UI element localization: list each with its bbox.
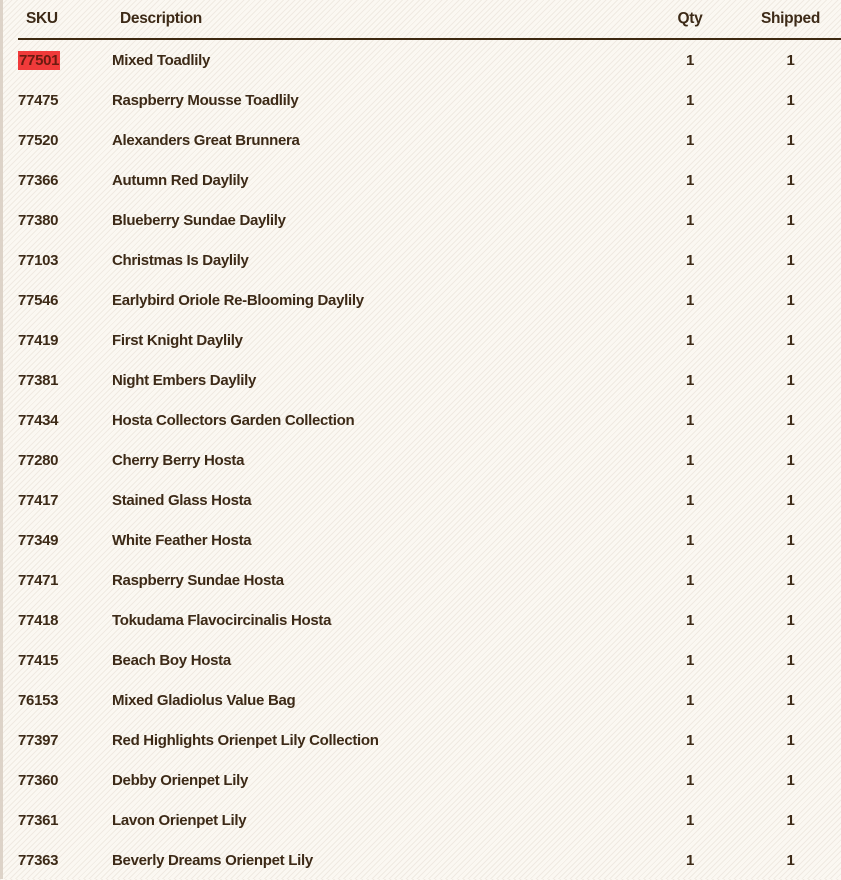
description-cell: Mixed Toadlily xyxy=(112,51,211,69)
sku-cell xyxy=(18,480,112,520)
shipped-cell: 1 xyxy=(786,771,795,789)
qty-cell: 1 xyxy=(685,211,695,229)
sku-value: 77471 xyxy=(18,571,59,589)
description-cell: Alexanders Great Brunnera xyxy=(112,131,300,149)
sku-value-highlighted: 77501 xyxy=(19,51,60,69)
shipped-cell: 1 xyxy=(786,51,795,69)
sku-cell xyxy=(18,600,112,640)
order-items-table xyxy=(18,0,841,880)
qty-cell: 1 xyxy=(685,611,695,629)
table-row xyxy=(18,440,841,480)
shipped-cell: 1 xyxy=(786,251,795,269)
qty-cell: 1 xyxy=(685,691,695,709)
left-border xyxy=(0,0,3,879)
sku-value: 77417 xyxy=(18,491,59,509)
column-header-sku: SKU xyxy=(18,0,112,39)
sku-cell xyxy=(18,120,112,160)
sku-value: 77360 xyxy=(18,771,59,789)
sku-value: 77397 xyxy=(18,731,59,749)
description-cell: Raspberry Sundae Hosta xyxy=(112,571,284,589)
qty-cell: 1 xyxy=(685,491,695,509)
qty-cell: 1 xyxy=(685,251,695,269)
sku-value: 77520 xyxy=(18,131,59,149)
description-cell: Debby Orienpet Lily xyxy=(112,771,248,789)
description-cell: Beach Boy Hosta xyxy=(112,651,231,669)
table-row xyxy=(18,39,841,80)
qty-cell: 1 xyxy=(685,131,695,149)
shipped-cell: 1 xyxy=(786,211,795,229)
description-cell: Mixed Gladiolus Value Bag xyxy=(112,691,296,709)
qty-cell: 1 xyxy=(685,51,695,69)
sku-cell xyxy=(18,840,112,880)
table-row xyxy=(18,80,841,120)
sku-value: 77546 xyxy=(18,291,59,309)
shipped-cell: 1 xyxy=(786,171,795,189)
shipped-cell: 1 xyxy=(786,731,795,749)
shipped-cell: 1 xyxy=(786,691,795,709)
sku-cell xyxy=(18,200,112,240)
sku-cell xyxy=(18,720,112,760)
table-row xyxy=(18,600,841,640)
sku-value: 77475 xyxy=(18,91,59,109)
sku-value: 77363 xyxy=(18,851,59,869)
shipped-cell: 1 xyxy=(786,291,795,309)
qty-cell: 1 xyxy=(685,811,695,829)
table-row xyxy=(18,480,841,520)
table-row xyxy=(18,840,841,880)
description-cell: Earlybird Oriole Re-Blooming Daylily xyxy=(112,291,364,309)
table-row xyxy=(18,280,841,320)
shipped-cell: 1 xyxy=(786,571,795,589)
sku-cell xyxy=(18,640,112,680)
qty-cell: 1 xyxy=(685,411,695,429)
sku-cell xyxy=(18,760,112,800)
description-cell: White Feather Hosta xyxy=(112,531,252,549)
sku-cell xyxy=(18,680,112,720)
shipped-cell: 1 xyxy=(786,651,795,669)
shipped-cell: 1 xyxy=(786,491,795,509)
shipped-cell: 1 xyxy=(786,811,795,829)
qty-cell: 1 xyxy=(685,731,695,749)
sku-cell xyxy=(18,160,112,200)
sku-value: 77349 xyxy=(18,531,59,549)
sku-cell xyxy=(18,320,112,360)
description-cell: Tokudama Flavocircinalis Hosta xyxy=(112,611,332,629)
sku-cell xyxy=(18,280,112,320)
description-cell: Red Highlights Orienpet Lily Collection xyxy=(112,731,379,749)
sku-value: 77366 xyxy=(18,171,59,189)
sku-value: 77434 xyxy=(18,411,59,429)
qty-cell: 1 xyxy=(685,171,695,189)
qty-cell: 1 xyxy=(685,331,695,349)
sku-value: 77419 xyxy=(18,331,59,349)
column-header-qty: Qty xyxy=(640,0,740,39)
shipped-cell: 1 xyxy=(786,531,795,549)
sku-cell xyxy=(18,80,112,120)
shipped-cell: 1 xyxy=(786,131,795,149)
table-row xyxy=(18,640,841,680)
shipped-cell: 1 xyxy=(786,851,795,869)
sku-value: 76153 xyxy=(18,691,59,709)
qty-cell: 1 xyxy=(685,851,695,869)
qty-cell: 1 xyxy=(685,771,695,789)
sku-value: 77418 xyxy=(18,611,59,629)
table-row xyxy=(18,120,841,160)
qty-cell: 1 xyxy=(685,91,695,109)
description-cell: Blueberry Sundae Daylily xyxy=(112,211,286,229)
sku-cell xyxy=(18,360,112,400)
sku-cell xyxy=(18,520,112,560)
table-row xyxy=(18,360,841,400)
table-row xyxy=(18,520,841,560)
table-body xyxy=(18,39,841,880)
sku-value: 77280 xyxy=(18,451,59,469)
table-row xyxy=(18,680,841,720)
sku-cell xyxy=(18,440,112,480)
description-cell: Night Embers Daylily xyxy=(112,371,257,389)
table-header-row xyxy=(18,0,841,39)
sku-value: 77361 xyxy=(18,811,59,829)
sku-cell xyxy=(18,240,112,280)
table-row xyxy=(18,800,841,840)
sku-cell xyxy=(18,39,112,80)
shipped-cell: 1 xyxy=(786,411,795,429)
shipped-cell: 1 xyxy=(786,331,795,349)
description-cell: Christmas Is Daylily xyxy=(112,251,249,269)
description-cell: Hosta Collectors Garden Collection xyxy=(112,411,355,429)
qty-cell: 1 xyxy=(685,451,695,469)
shipped-cell: 1 xyxy=(786,451,795,469)
shipped-cell: 1 xyxy=(786,371,795,389)
sku-cell xyxy=(18,800,112,840)
description-cell: First Knight Daylily xyxy=(112,331,243,349)
qty-cell: 1 xyxy=(685,531,695,549)
sku-value: 77415 xyxy=(18,651,59,669)
sku-value: 77103 xyxy=(18,251,59,269)
sku-cell xyxy=(18,400,112,440)
table-row xyxy=(18,720,841,760)
qty-cell: 1 xyxy=(685,291,695,309)
description-cell: Stained Glass Hosta xyxy=(112,491,252,509)
qty-cell: 1 xyxy=(685,571,695,589)
table-row xyxy=(18,760,841,800)
table-row xyxy=(18,200,841,240)
description-cell: Cherry Berry Hosta xyxy=(112,451,245,469)
column-header-description: Description xyxy=(112,0,640,39)
sku-value: 77380 xyxy=(18,211,59,229)
column-header-shipped: Shipped xyxy=(740,0,841,39)
sku-value: 77381 xyxy=(18,371,59,389)
table-row xyxy=(18,160,841,200)
qty-cell: 1 xyxy=(685,651,695,669)
table-row xyxy=(18,400,841,440)
shipped-cell: 1 xyxy=(786,91,795,109)
description-cell: Lavon Orienpet Lily xyxy=(112,811,247,829)
qty-cell: 1 xyxy=(685,371,695,389)
shipped-cell: 1 xyxy=(786,611,795,629)
table-row xyxy=(18,560,841,600)
description-cell: Raspberry Mousse Toadlily xyxy=(112,91,299,109)
table-row xyxy=(18,320,841,360)
description-cell: Beverly Dreams Orienpet Lily xyxy=(112,851,313,869)
table-row xyxy=(18,240,841,280)
description-cell: Autumn Red Daylily xyxy=(112,171,249,189)
sku-cell xyxy=(18,560,112,600)
